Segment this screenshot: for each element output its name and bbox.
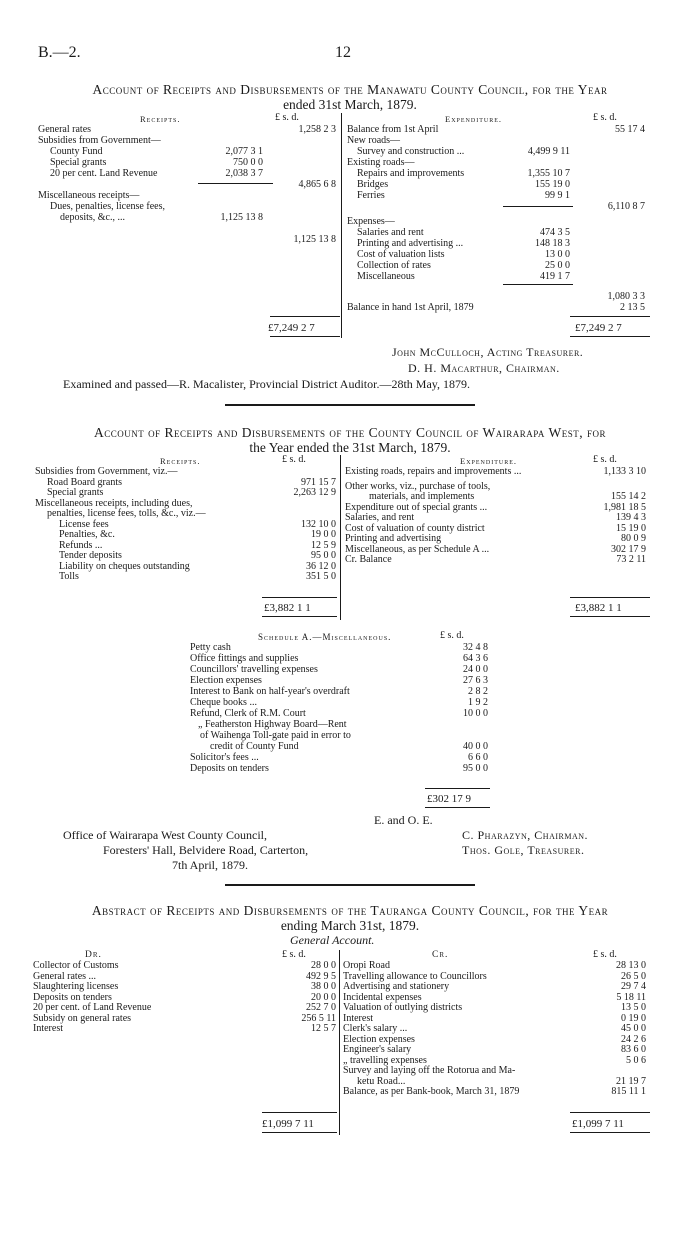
wairarapa-receipt-amount: 2,263 12 9 xyxy=(293,487,336,498)
manawatu-expenditure-label: Balance in hand 1st April, 1879 xyxy=(347,302,474,313)
wairarapa-total-right: £3,882 1 1 xyxy=(575,602,622,614)
tauranga-cr-item-amount: 0 19 0 xyxy=(621,1012,646,1024)
tauranga-dr-item-label: General rates ... xyxy=(33,970,97,982)
tauranga-dr-item-amount: 38 0 0 xyxy=(311,981,336,992)
tauranga-cr-item-amount: 26 5 0 xyxy=(621,970,646,982)
wairarapa-chairman: C. Pharazyn, Chairman. xyxy=(462,828,589,842)
section-separator xyxy=(225,404,475,406)
schedule-a-item-label: Office fittings and supplies xyxy=(190,653,299,664)
manawatu-expenditure-label: Existing roads— xyxy=(347,157,415,168)
manawatu-treasurer: John McCulloch, Acting Treasurer. xyxy=(392,345,584,359)
wairarapa-expenditure-amount: 1,133 3 10 xyxy=(603,466,646,477)
tauranga-dr-heading: Dr. xyxy=(85,950,102,960)
tauranga-cr-item-amount: 24 2 6 xyxy=(621,1033,646,1045)
tauranga-cr-item-amount: 83 6 0 xyxy=(621,1044,646,1055)
tauranga-cr-item-amount: 815 11 1 xyxy=(611,1086,646,1097)
manawatu-expenditure-label: Miscellaneous xyxy=(357,271,415,282)
tauranga-total-left: £1,099 7 11 xyxy=(262,1118,314,1130)
manawatu-expenditure-amount: 25 0 0 xyxy=(545,260,570,271)
manawatu-total-right: £7,249 2 7 xyxy=(575,322,622,334)
tauranga-cr-item-label: Incidental expenses xyxy=(343,991,422,1003)
document-code: B.—2. xyxy=(38,44,81,61)
schedule-a-item-amount: 24 0 0 xyxy=(463,664,488,675)
wairarapa-receipt-label: Liability on cheques outstanding xyxy=(59,560,190,572)
wairarapa-currency-left: £ s. d. xyxy=(282,454,306,465)
schedule-a-item-label: Refund, Clerk of R.M. Court xyxy=(190,708,306,719)
schedule-a-item-amount: 6 6 0 xyxy=(468,752,488,763)
manawatu-expenditure-label: Printing and advertising ... xyxy=(357,238,464,249)
manawatu-expenditure-amount: 55 17 4 xyxy=(615,124,645,135)
manawatu-expenditure-amount: 1,080 3 3 xyxy=(607,291,645,302)
manawatu-receipt-label: County Fund xyxy=(50,146,103,157)
rule xyxy=(570,1112,650,1113)
manawatu-expenditure-amount: 419 1 7 xyxy=(540,271,570,282)
wairarapa-receipt-label: Refunds ... xyxy=(59,539,103,551)
manawatu-expenditure-label: New roads— xyxy=(347,135,401,146)
manawatu-receipt-amount: 1,125 13 8 xyxy=(220,212,263,223)
rule xyxy=(570,316,650,317)
page-number: 12 xyxy=(335,44,351,61)
schedule-a-item-amount: 95 0 0 xyxy=(463,763,488,774)
wairarapa-expenditure-label: Cr. Balance xyxy=(345,554,392,565)
rule xyxy=(262,597,337,598)
wairarapa-title-line2: the Year ended the 31st March, 1879. xyxy=(249,440,451,455)
wairarapa-expenditure-amount: 73 2 11 xyxy=(616,554,646,565)
tauranga-column-divider xyxy=(339,950,340,1135)
rule xyxy=(425,807,490,808)
manawatu-column-divider xyxy=(341,113,342,338)
manawatu-expenditure-label: Ferries xyxy=(357,190,385,201)
wairarapa-receipt-amount: 12 5 9 xyxy=(311,539,336,551)
tauranga-dr-item-amount: 492 9 5 xyxy=(306,970,336,982)
schedule-a-total: £302 17 9 xyxy=(427,793,471,805)
wairarapa-expenditure-label: Miscellaneous, as per Schedule A ... xyxy=(345,543,490,555)
manawatu-receipt-label: deposits, &c., ... xyxy=(60,212,125,223)
manawatu-receipt-label: General rates xyxy=(38,124,92,135)
manawatu-expenditure-amount: 1,355 10 7 xyxy=(527,168,570,179)
wairarapa-expenditure-amount: 302 17 9 xyxy=(611,543,646,555)
wairarapa-receipt-label: Road Board grants xyxy=(47,476,122,488)
schedule-a-item-label: Solicitor's fees ... xyxy=(190,752,259,763)
tauranga-cr-item-label: Balance, as per Bank-book, March 31, 1879 xyxy=(343,1086,520,1097)
wairarapa-receipt-amount: 19 0 0 xyxy=(311,529,336,540)
manawatu-currency-right: £ s. d. xyxy=(593,112,617,123)
manawatu-expenditure-heading: Expenditure. xyxy=(445,114,502,124)
tauranga-dr-item-label: Interest xyxy=(33,1023,63,1034)
manawatu-expenditure-amount: 4,499 9 11 xyxy=(527,146,570,157)
schedule-a-item-label: Councillors' travelling expenses xyxy=(190,664,318,675)
tauranga-dr-item-amount: 20 0 0 xyxy=(311,991,336,1003)
manawatu-expenditure-label: Repairs and improvements xyxy=(357,168,465,179)
manawatu-chairman: D. H. Macarthur, Chairman. xyxy=(408,361,560,375)
schedule-a-item-amount: 40 0 0 xyxy=(463,741,488,752)
rule xyxy=(270,336,340,337)
wairarapa-receipt-label: Special grants xyxy=(47,487,104,498)
schedule-a-item-amount: 32 4 8 xyxy=(463,642,488,653)
rule xyxy=(198,183,273,184)
tauranga-cr-item-label: Election expenses xyxy=(343,1033,415,1045)
wairarapa-expenditure-amount: 80 0 9 xyxy=(621,533,646,544)
manawatu-receipt-amount: 1,258 2 3 xyxy=(298,124,336,135)
manawatu-receipt-amount: 4,865 6 8 xyxy=(298,179,336,190)
wairarapa-expenditure-amount: 139 4 3 xyxy=(616,512,646,523)
wairarapa-receipt-label: Penalties, &c. xyxy=(59,529,115,540)
tauranga-currency-left: £ s. d. xyxy=(282,949,306,960)
manawatu-expenditure-label: Salaries and rent xyxy=(357,227,424,238)
tauranga-cr-item-label: Interest xyxy=(343,1012,373,1024)
schedule-a-item-amount: 1 9 2 xyxy=(468,697,488,708)
tauranga-cr-item-label: Engineer's salary xyxy=(343,1044,412,1055)
wairarapa-expenditure-label: materials, and implements xyxy=(369,491,475,502)
schedule-a-item-amount: 10 0 0 xyxy=(463,708,488,719)
wairarapa-title: Account of Receipts and Disbursements of the County Council of Wairarapa West, for xyxy=(93,425,607,440)
manawatu-receipt-label: Special grants xyxy=(50,157,107,168)
manawatu-expenditure-amount: 148 18 3 xyxy=(535,238,570,249)
rule xyxy=(570,616,650,617)
tauranga-currency-right: £ s. d. xyxy=(593,949,617,960)
rule xyxy=(570,336,650,337)
tauranga-cr-item-label: Survey and laying off the Rotorua and Ma- xyxy=(343,1065,516,1076)
wairarapa-expenditure-amount: 15 19 0 xyxy=(616,522,646,534)
tauranga-cr-item-label: Advertising and stationery xyxy=(343,981,450,992)
wairarapa-receipt-label: Subsidies from Government, viz.— xyxy=(35,466,178,477)
manawatu-title-line2: ended 31st March, 1879. xyxy=(283,97,417,112)
rule xyxy=(503,206,573,207)
rule xyxy=(570,1132,650,1133)
manawatu-total-left: £7,249 2 7 xyxy=(268,322,315,334)
rule xyxy=(262,1132,337,1133)
tauranga-cr-item-amount: 21 19 7 xyxy=(616,1075,646,1087)
manawatu-expenditure-label: Balance from 1st April xyxy=(347,124,439,135)
tauranga-dr-item-label: 20 per cent. of Land Revenue xyxy=(33,1002,152,1013)
manawatu-receipt-amount: 1,125 13 8 xyxy=(293,234,336,245)
tauranga-dr-item-amount: 12 5 7 xyxy=(311,1023,336,1034)
tauranga-cr-item-amount: 5 18 11 xyxy=(616,991,646,1003)
tauranga-dr-item-amount: 256 5 11 xyxy=(301,1012,336,1024)
tauranga-cr-heading: Cr. xyxy=(432,950,449,960)
manawatu-expenditure-label: Bridges xyxy=(357,179,389,190)
schedule-a-item-label: „ Featherston Highway Board—Rent xyxy=(198,719,347,730)
manawatu-title: Account of Receipts and Disbursements of the Manawatu County Council, for the Year xyxy=(92,82,608,97)
wairarapa-receipt-label: License fees xyxy=(59,518,109,530)
manawatu-expenditure-amount: 99 9 1 xyxy=(545,190,570,201)
errors-omissions-note: E. and O. E. xyxy=(374,813,433,827)
manawatu-expenditure-amount: 155 19 0 xyxy=(535,179,570,190)
wairarapa-receipt-amount: 971 15 7 xyxy=(301,476,336,488)
manawatu-expenditure-amount: 474 3 5 xyxy=(540,227,570,238)
tauranga-total-right: £1,099 7 11 xyxy=(572,1118,624,1130)
tauranga-dr-item-label: Subsidy on general rates xyxy=(33,1012,132,1024)
schedule-a-item-label: credit of County Fund xyxy=(210,741,299,752)
rule xyxy=(262,1112,337,1113)
tauranga-cr-item-amount: 45 0 0 xyxy=(621,1023,646,1034)
schedule-a-item-label: Election expenses xyxy=(190,675,262,686)
manawatu-expenditure-amount: 13 0 0 xyxy=(545,249,570,260)
schedule-a-item-amount: 27 6 3 xyxy=(463,675,488,686)
wairarapa-receipt-amount: 132 10 0 xyxy=(301,518,336,530)
tauranga-cr-item-amount: 5 0 6 xyxy=(626,1054,646,1066)
wairarapa-expenditure-label: Expenditure out of special grants ... xyxy=(345,501,488,513)
wairarapa-total-left: £3,882 1 1 xyxy=(264,602,311,614)
manawatu-currency-left: £ s. d. xyxy=(275,112,299,123)
tauranga-cr-item-amount: 28 13 0 xyxy=(616,960,646,971)
tauranga-dr-item-label: Deposits on tenders xyxy=(33,991,112,1003)
wairarapa-receipt-amount: 351 5 0 xyxy=(306,571,336,582)
manawatu-expenditure-label: Cost of valuation lists xyxy=(357,249,445,260)
section-separator xyxy=(225,884,475,886)
wairarapa-receipt-label: penalties, license fees, tolls, &c., viz.— xyxy=(47,508,206,519)
wairarapa-treasurer: Thos. Gole, Treasurer. xyxy=(462,843,585,857)
wairarapa-expenditure-amount: 1,981 18 5 xyxy=(603,501,646,513)
tauranga-cr-item-amount: 29 7 4 xyxy=(621,981,646,992)
rule xyxy=(270,316,340,317)
manawatu-receipt-amount: 750 0 0 xyxy=(233,157,263,168)
schedule-a-item-label: of Waihenga Toll-gate paid in error to xyxy=(200,730,351,741)
tauranga-title: Abstract of Receipts and Disbursements of the Tauranga County Council, for the Year xyxy=(91,903,609,918)
wairarapa-office-date: 7th April, 1879. xyxy=(172,858,249,872)
manawatu-receipt-amount: 2,038 3 7 xyxy=(225,168,263,179)
tauranga-cr-item-label: ketu Road... xyxy=(357,1075,406,1087)
wairarapa-receipts-heading: Receipts. xyxy=(160,456,201,466)
wairarapa-expenditure-label: Existing roads, repairs and improvements ... xyxy=(345,466,522,477)
tauranga-title-line2: ending March 31st, 1879. xyxy=(280,918,420,933)
manawatu-receipt-label: Miscellaneous receipts— xyxy=(38,190,140,201)
wairarapa-expenditure-label: Printing and advertising xyxy=(345,533,442,544)
tauranga-cr-item-label: Travelling allowance to Councillors xyxy=(343,970,487,982)
manawatu-receipt-label: Dues, penalties, license fees, xyxy=(50,201,165,212)
schedule-a-heading: Schedule A.—Miscellaneous. xyxy=(258,632,392,642)
wairarapa-receipt-amount: 95 0 0 xyxy=(311,550,336,561)
wairarapa-receipt-label: Tender deposits xyxy=(59,550,122,561)
schedule-a-item-label: Deposits on tenders xyxy=(190,763,269,774)
manawatu-expenditure-label: Collection of rates xyxy=(357,260,431,271)
wairarapa-receipt-label: Miscellaneous receipts, including dues, xyxy=(35,497,193,509)
manawatu-expenditure-amount: 2 13 5 xyxy=(620,302,645,313)
wairarapa-expenditure-label: Other works, viz., purchase of tools, xyxy=(345,480,491,492)
tauranga-cr-item-amount: 13 5 0 xyxy=(621,1002,646,1013)
wairarapa-receipt-label: Tolls xyxy=(59,571,79,582)
schedule-a-item-label: Petty cash xyxy=(190,642,231,653)
wairarapa-expenditure-heading: Expenditure. xyxy=(460,456,517,466)
rule xyxy=(503,284,573,285)
schedule-a-item-amount: 64 3 6 xyxy=(463,653,488,664)
schedule-a-item-label: Cheque books ... xyxy=(190,697,257,708)
tauranga-dr-item-label: Slaughtering licenses xyxy=(33,981,119,992)
manawatu-expenditure-label: Survey and construction ... xyxy=(357,146,465,157)
schedule-a-item-label: Interest to Bank on half-year's overdraft xyxy=(190,686,350,697)
rule xyxy=(570,597,650,598)
manawatu-receipts-heading: Receipts. xyxy=(140,114,181,124)
manawatu-receipt-amount: 2,077 3 1 xyxy=(225,146,263,157)
schedule-a-item-amount: 2 8 2 xyxy=(468,686,488,697)
tauranga-dr-item-amount: 28 0 0 xyxy=(311,960,336,971)
wairarapa-receipt-amount: 36 12 0 xyxy=(306,560,336,572)
tauranga-dr-item-label: Collector of Customs xyxy=(33,960,119,971)
manawatu-receipt-label: Subsidies from Government— xyxy=(38,135,161,146)
wairarapa-office-line1: Office of Wairarapa West County Council, xyxy=(63,828,268,842)
rule xyxy=(262,616,337,617)
wairarapa-currency-right: £ s. d. xyxy=(593,454,617,465)
manawatu-receipt-label: 20 per cent. Land Revenue xyxy=(50,168,158,179)
manawatu-expenditure-label: Expenses— xyxy=(347,216,395,227)
rule xyxy=(425,788,490,789)
manawatu-expenditure-amount: 6,110 8 7 xyxy=(607,201,645,212)
wairarapa-expenditure-amount: 155 14 2 xyxy=(611,491,646,502)
tauranga-cr-item-label: Clerk's salary ... xyxy=(343,1023,408,1034)
tauranga-cr-item-label: „ travelling expenses xyxy=(343,1054,427,1066)
wairarapa-office-line2: Foresters' Hall, Belvidere Road, Carterton, xyxy=(103,843,309,857)
schedule-a-currency: £ s. d. xyxy=(440,630,464,641)
tauranga-dr-item-amount: 252 7 0 xyxy=(306,1002,336,1013)
wairarapa-expenditure-label: Salaries, and rent xyxy=(345,512,415,523)
manawatu-examined: Examined and passed—R. Macalister, Provincial District Auditor.—28th May, 1879. xyxy=(63,377,471,391)
tauranga-subtitle: General Account. xyxy=(290,933,375,947)
wairarapa-expenditure-label: Cost of valuation of county district xyxy=(345,522,485,534)
wairarapa-column-divider xyxy=(340,455,341,620)
tauranga-cr-item-label: Oropi Road xyxy=(343,960,390,971)
tauranga-cr-item-label: Valuation of outlying districts xyxy=(343,1002,463,1013)
